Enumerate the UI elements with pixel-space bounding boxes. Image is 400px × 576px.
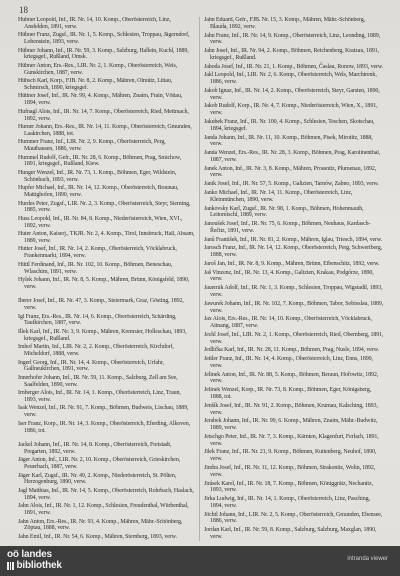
list-entry: Jirásek Karel, Inf., IR. Nr. 18, 7. Komp., Böhmen, Königgrätz, Nechanitz, 1893, verw.: [204, 480, 373, 494]
list-entry: Janko Michael, Inf., IR. Nr. 14, 11. Komp., Oberösterreich, Linz, Kleinmünchen, 1890, verw.: [204, 189, 353, 203]
library-logo: [7, 549, 62, 571]
list-entry: Hurdes Peter, Zugsf., LIR. Nr. 2, 3. Komp., Oberösterreich, Steyr, Sierning, 1885, verw.: [18, 200, 191, 214]
list-entry: Jawurek Johann, Inf., IR. Nr. 102, 7. Komp., Böhmen, Tabor, Sobieslau, 1889, verw.: [204, 300, 384, 314]
list-entry: Jeitler Franz, Inf., IR. Nr. 14, 4. Komp., Oberösterreich, Linz, Enns, 1890, verw.: [204, 356, 373, 369]
list-entry: Hunger Wenzel, Inf., IR. Nr. 73, 1. Komp., Böhmen, Eger, Wildstein, Schönbach, 1893, verw.: [18, 169, 177, 183]
list-entry: Hubner Leopold, Inf., IR. Nr. 14, 10. Komp., Oberösterreich, Linz, Ansfelden, 1891, verw.: [18, 17, 171, 30]
list-entry: Jankovsky Karl, Zugsf., IR. Nr. 98, 1. Komp., Böhmen, Hohenmauth, Leitomischl, 1889, verw.: [204, 205, 364, 219]
list-entry: Jindra Josef, Inf., IR. Nr. 11, 12. Komp., Böhmen, Strakonitz, Wolin, 1892, verw.: [204, 464, 376, 478]
list-entry: Jäger Karl, Zugsf., IR. Nr. 49, 2. Komp., Niederösterreich, St. Pölten, Herzogenburg, 1890, verw.: [18, 472, 177, 486]
list-entry: Jahoda Josef, Inf., IR. Nr. 21, 1. Komp., Böhmen, Časlau, Ronow, 1893, verw.: [204, 63, 384, 70]
list-entry: Hübner Franz, Zugsf., IR. Nr. 1, 5. Komp., Schlesien, Troppau, Jägerndorf, Lobenstein, 1893, verw.: [18, 32, 190, 46]
right-column: [204, 17, 384, 541]
list-entry: Jaš Vinzenz, Inf., IR. Nr. 13, 4. Komp., Galizien, Krakau, Podgórze, 1890, verw.: [204, 269, 374, 283]
column-divider: [199, 17, 200, 541]
list-entry: Iberer Josef, Inf., IR. Nr. 47, 3. Komp., Steiermark, Graz, Gösting, 1892, verw.: [18, 298, 184, 312]
list-entry: Jetschgo Peter, Inf., IR. Nr. 7, 3. Komp., Kärnten, Klagenfurt, Ferlach, 1891, verw.: [204, 433, 379, 447]
list-entry: Jahn Franz, Inf., IR. Nr. 14, 9. Komp., Oberösterreich, Linz, Leonding, 1889, verw.: [204, 32, 381, 46]
list-entry: Janů František, Inf., IR. Nr. 81, 2. Komp., Mähren, Iglau, Triesch, 1894, verw.: [204, 236, 383, 243]
logo-line-1: oö landes: [7, 549, 52, 560]
list-entry: Janek Anton, Inf., IR. Nr. 3, 8. Komp., Mähren, Prossnitz, Plumenau, 1892, verw.: [204, 165, 377, 179]
list-entry: Jahn Emil, Inf., IR. Nr. 54, 6. Komp., Mähren, Sternberg, 1893, verw.: [18, 533, 177, 540]
page-number: 18: [19, 5, 28, 15]
list-entry: Janda Wenzel, Ers.-Res., IR. Nr. 28, 3. Komp., Böhmen, Prag, Karolinenthal, 1887, verw.: [204, 150, 381, 163]
list-entry: Jirka Ludwig, Inf., IR. Nr. 14, 1. Komp., Oberösterreich, Linz, Pasching, 1894, verw.: [204, 496, 370, 509]
logo-line-2: bibliothek: [16, 560, 62, 571]
list-entry: Innerhofer Johann, Inf., IR. Nr. 59, 11. Komp., Salzburg, Zell am See, Saalfelden, 1890, verw.: [18, 374, 178, 388]
list-entry: Jakob Rudolf, Korp., IR. Nr. 4, 7. Komp., Niederösterreich, Wien, X., 1891, verw.: [204, 103, 378, 117]
list-entry: Hübsch Karl, Korp., FJB. Nr. 8, 2. Komp., Mähren, Olmütz, Littau, Schmirsch, 1890, kriegsgef.: [18, 78, 173, 91]
list-entry: Janda Johann, Inf., IR. Nr. 11, 10. Komp., Böhmen, Pisek, Mirotitz, 1888, verw.: [204, 134, 373, 148]
list-entry: Humer Johann, Ers.-Res., IR. Nr. 14, 11. Komp., Oberösterreich, Gmunden, Laakirchen, 1888, tot.: [18, 124, 192, 137]
list-entry: Hummer Franz, Inf., LIR. Nr. 2, 9. Komp., Oberösterreich, Perg, Mauthausen, 1886, verw.: [18, 139, 166, 153]
list-entry: Jerabek Johann, Inf., IR. Nr. 99, 6. Komp., Mähren, Znaim, Mähr.-Budwitz, 1889, verw.: [204, 418, 378, 432]
list-entry: Jahn Eduard, Gefr., FJB. Nr. 15, 3. Komp., Mähren, Mähr.-Schönberg, Blauda, 1892, verw.: [204, 17, 365, 30]
library-logo-mark-icon: [7, 562, 14, 570]
list-entry: Imhof Martin, Inf., LIR. Nr. 2, 2. Komp., Oberösterreich, Kirchdorf, Micheldorf, 1888, verw.: [18, 344, 174, 358]
list-entry: Hutter Josef, Inf., IR. Nr. 14, 2. Komp., Oberösterreich, Vöcklabruck, Frankenmarkt, 1894, verw.: [18, 246, 177, 260]
list-entry: Hüttner Josef, Inf., IR. Nr. 99, 4. Komp., Mähren, Znaim, Frain, Vöttau, 1894, verw.: [18, 93, 183, 107]
list-entry: Jenšík Josef, Inf., IR. Nr. 91, 2. Komp., Böhmen, Krumau, Kalsching, 1893, verw.: [204, 402, 378, 416]
left-column: [18, 17, 195, 541]
list-entry: Jedlička Karl, Inf., IR. Nr. 28, 11. Komp., Böhmen, Prag, Nusle, 1894, verw.: [204, 347, 379, 354]
list-entry: Jakob Ignaz, Inf., IR. Nr. 14, 2. Komp., Oberösterreich, Steyr, Garsten, 1890, verw.: [204, 87, 380, 101]
list-entry: Jäger Anton, Inf., LIR. Nr. 2, 10. Komp., Oberösterreich, Grieskirchen, Peuerbach, 1887, verw.: [18, 457, 181, 471]
list-entry: Jahn Anton, Ers.-Res., IR. Nr. 93, 4. Komp., Mähren, Mähr.-Schönberg, Zöptau, 1888, verw.: [18, 518, 183, 532]
list-entry: Hupfer Michael, Inf., IR. Nr. 14, 12. Komp., Oberösterreich, Braunau, Mattighofen, 1890, verw.: [18, 185, 179, 199]
list-entry: Hufnagl Alois, Inf., IR. Nr. 14, 7. Komp., Oberösterreich, Ried, Mettmach, 1892, verw.: [18, 108, 189, 122]
list-entry: Hüttl Ferdinand, Inf., IR. Nr. 102, 10. Komp., Böhmen, Beneschau, Wlaschim, 1891, verw.: [18, 261, 173, 275]
list-entry: Janoušek Josef, Inf., IR. Nr. 75, 6. Komp., Böhmen, Neuhaus, Kardasch-Řečitz, 1891, verw.: [204, 221, 371, 234]
list-entry: Jackel Johann, Inf., IR. Nr. 14, 8. Komp., Oberösterreich, Freistadt, Pregarten, 1892, verw.: [18, 442, 172, 455]
list-entry: Irnberger Alois, Inf., IR. Nr. 14, 1. Komp., Oberösterreich, Linz, Traun, 1893, verw.: [18, 390, 181, 403]
list-entry: Huter Anton, Kaiserj., TKJR. Nr. 2, 4. Komp., Tirol, Innsbruck, Hall, Absam, 1889, verw.: [18, 231, 195, 244]
list-entry: Jahn Josef, Inf., IR. Nr. 94, 2. Komp., Böhmen, Reichenberg, Kratzau, 1891, kriegsgef., Rußland.: [204, 48, 379, 61]
list-entry: Huss Leopold, Inf., IR. Nr. 84, 8. Komp., Niederösterreich, Wien, XVI., 1892, verw.: [18, 215, 183, 229]
list-entry: Ingerl Georg, Inf., IR. Nr. 14, 4. Komp., Oberösterreich, Urfahr, Gallneukirchen, 1891, verw.: [18, 359, 164, 373]
list-entry: Jahn Alois, Inf., IR. Nr. 1, 12. Komp., Schlesien, Freudenthal, Würbenthal, 1891, verw.: [18, 503, 189, 516]
list-entry: Jechl Josef, Inf., LIR. Nr. 2, 1. Komp., Oberösterreich, Ried, Obernberg, 1891, verw.: [204, 331, 384, 345]
list-entry: Hübner Anton, Ers.-Res., LIR. Nr. 2, 1. Komp., Oberösterreich, Wels, Gunskirchen, 1887, verw.: [18, 62, 178, 76]
list-entry: Jelinek Wenzel, Korp., IR. Nr. 73, 8. Komp., Böhmen, Eger, Königsberg, 1888, tot.: [204, 387, 371, 401]
list-entry: Janik Josef, Inf., IR. Nr. 57, 5. Komp., Galizien, Tarnów, Zabno, 1893, verw.: [204, 181, 379, 188]
list-entry: Jakl Leopold, Inf., LIR. Nr. 2, 6. Komp., Oberösterreich, Wels, Marchtrenk, 1886, verw.: [204, 72, 377, 86]
list-entry: Hübner Johann, Inf., IR. Nr. 59, 3. Komp., Salzburg, Hallein, Kuchl, 1889, kriegsgef., Rußland, Omsk.: [18, 47, 189, 61]
list-entry: Jaroš Jan, Inf., IR. Nr. 8, 9. Komp., Mähren, Brünn, Eibenschitz, 1892, verw.: [204, 260, 380, 267]
list-entry: Iser Franz, Korp., IR. Nr. 14, 3. Komp., Oberösterreich, Eferding, Alkoven, 1886, tot.: [18, 420, 190, 434]
list-entry: Jöchtl Johann, Inf., LIR. Nr. 2, 5. Komp., Oberösterreich, Gmunden, Ebensee, 1886, verw.: [204, 511, 383, 525]
viewer-name: intranda viewer: [347, 556, 388, 562]
list-entry: Jagl Matthias, Inf., IR. Nr. 14, 5. Komp., Oberösterreich, Rohrbach, Haslach, 1894, verw.: [18, 487, 194, 501]
list-entry: Jordan Karl, Inf., IR. Nr. 59, 8. Komp., Salzburg, Salzburg, Maxglan, 1890, verw.: [204, 527, 377, 540]
list-entry: Isak Wenzel, Inf., IR. Nr. 91, 7. Komp., Böhmen, Budweis, Lischau, 1889, verw.: [18, 405, 189, 419]
list-entry: Igl Franz, Ers.-Res., IR. Nr. 14, 6. Komp., Oberösterreich, Schärding, Taufkirchen, 1887, verw.: [18, 313, 177, 327]
list-entry: Jax Alois, Ers.-Res., IR. Nr. 14, 10. Komp., Oberösterreich, Vöcklabruck, Attnang, 1887, verw.: [204, 316, 372, 330]
list-entry: Illek Karl, Inf., IR. Nr. 3, 9. Komp., Mähren, Kremsier, Holleschau, 1893, kriegsgef., Rußland.: [18, 328, 187, 342]
list-entry: Jarosch Franz, Inf., IR. Nr. 14, 12. Komp., Oberösterreich, Perg, Schwertberg, 1888, verw.: [204, 245, 383, 259]
viewer-footer: [0, 546, 400, 576]
list-entry: Jelinek Anton, Inf., IR. Nr. 88, 5. Komp., Böhmen, Beraun, Hořowitz, 1892, verw.: [204, 371, 379, 385]
list-entry: Hummel Rudolf, Gefr., IR. Nr. 28, 6. Komp., Böhmen, Prag, Smichow, 1891, kriegsgef., Rußland, Kiew.: [18, 154, 182, 168]
list-entry: Hylek Johann, Inf., IR. Nr. 8, 5. Komp., Mähren, Brünn, Königsfeld, 1890, verw.: [18, 277, 190, 290]
list-entry: Jakubek Franz, Inf., IR. Nr. 100, 4. Komp., Schlesien, Teschen, Skotschau, 1894, kriegsgef.: [204, 119, 375, 132]
list-entry: Jauernik Adolf, Inf., IR. Nr. 1, 3. Komp., Schlesien, Troppau, Wigstadtl, 1893, verw.: [204, 285, 383, 298]
list-entry: Jilek Franz, Inf., IR. Nr. 21, 9. Komp., Böhmen, Kuttenberg, Neuhof, 1890, verw.: [204, 449, 377, 463]
